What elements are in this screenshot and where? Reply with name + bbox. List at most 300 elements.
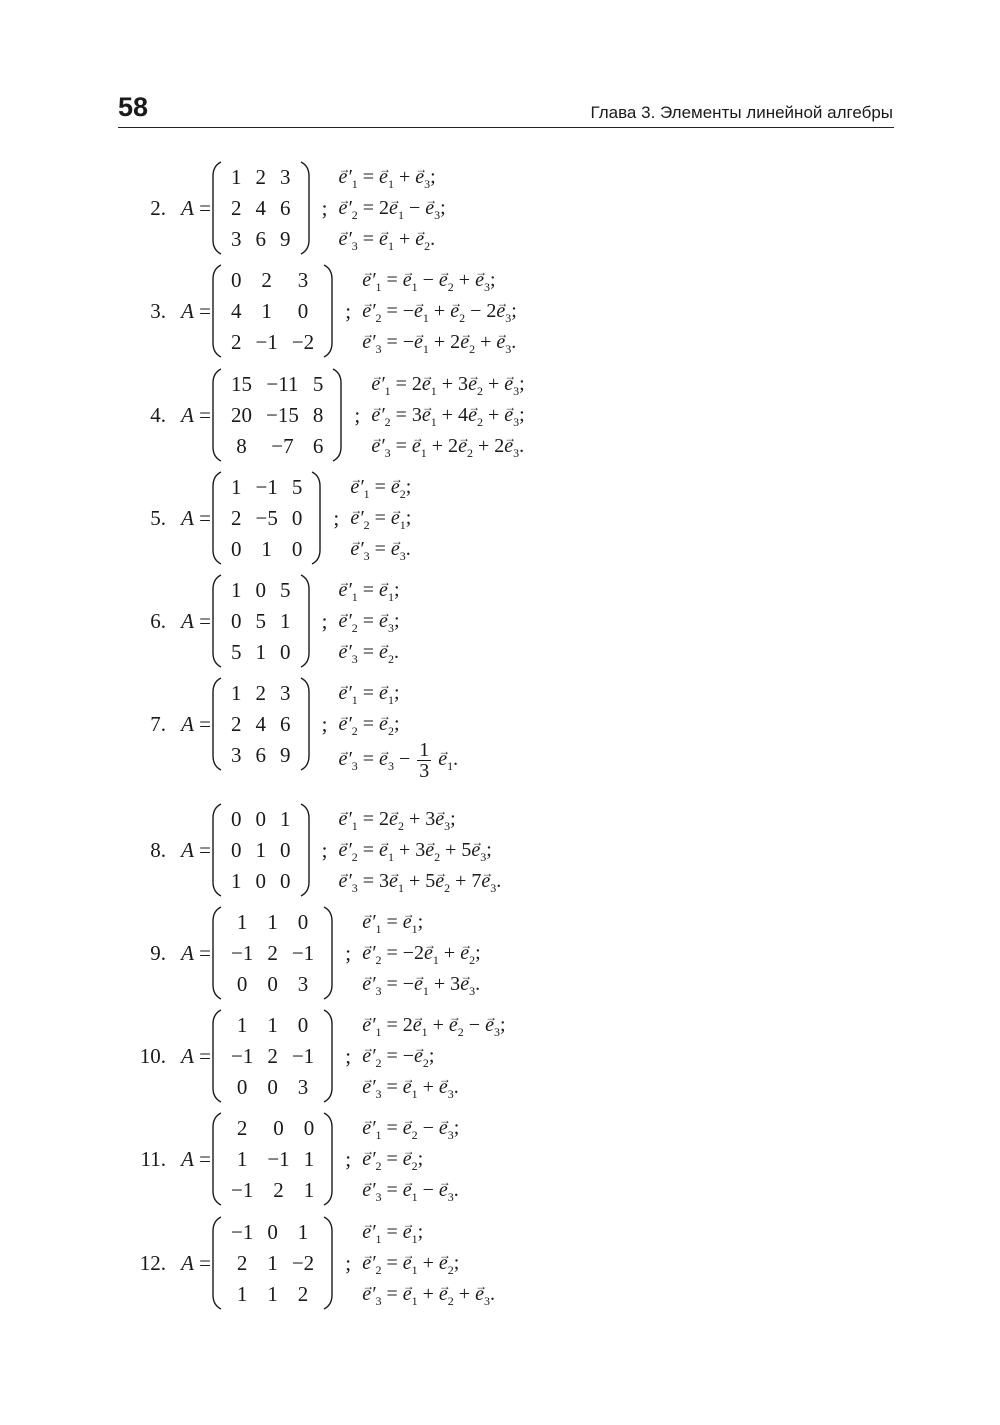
basis-vector: → $e'_3$ (350, 538, 369, 560)
equation: → $e'_1 = 2\to e_1$ + → $e_2$ − → $e_3$; (362, 1010, 505, 1041)
matrix-cell: 1 (280, 806, 291, 831)
equation: → $e'_3$ = → $e_1$ + → $e_2$ + → $e_3$. (362, 1279, 495, 1310)
matrix-cell: 3 (280, 164, 291, 189)
matrix-cell: 4 (255, 711, 266, 736)
matrix-cell: 0 (255, 806, 266, 831)
matrix-cell: 5 (255, 608, 266, 633)
matrix-cell: 1 (236, 1146, 248, 1171)
basis-vector: → $e'_1$ (371, 373, 390, 395)
basis-vector: → $e_2$ (460, 942, 475, 964)
basis-vector: → $e_1$ (379, 228, 394, 250)
equation: → $e'_2$ = → $e_1 + 3\to e_2 + 5\to e_3$; (339, 835, 502, 866)
matrix-cell: 0 (231, 267, 242, 292)
matrix-cell: 2 (267, 940, 278, 965)
matrix-cell: 5 (291, 474, 303, 499)
matrix (211, 1111, 334, 1207)
basis-equations (362, 907, 480, 1000)
right-paren (322, 1008, 334, 1104)
matrix-cell: 0 (267, 971, 278, 996)
problem-item (110, 905, 481, 1001)
matrix-label: A = (181, 402, 211, 427)
matrix-cell: 1 (236, 909, 248, 934)
matrix-cell: 0 (273, 1115, 284, 1140)
matrix-cell: 0 (231, 806, 242, 831)
matrix (211, 1008, 334, 1104)
matrix-cell: 2 (255, 164, 266, 189)
basis-vector: → $e_3$ (439, 1076, 454, 1098)
matrix-cell: 2 (236, 1115, 248, 1140)
matrix-cell: 2 (255, 680, 266, 705)
basis-vector: → $e_1$ (414, 973, 429, 995)
matrix-cell: 3 (297, 971, 309, 996)
basis-equations (362, 265, 517, 358)
matrix-cell: 1 (261, 536, 272, 561)
basis-vector: → $e_1$ (389, 197, 404, 219)
equation: → $e'_3$ = → $e_1$ + → $e_2$. (339, 224, 446, 255)
matrix-cell: 1 (231, 680, 242, 705)
basis-vector: → $e'_2$ (339, 713, 358, 735)
problem-item (110, 470, 411, 566)
matrix-cell: 9 (280, 226, 291, 251)
basis-equations (362, 1113, 459, 1206)
basis-vector: → $e_3$ (504, 435, 519, 457)
problem-number: 4. (150, 402, 166, 427)
matrix-cell: −2 (291, 1250, 315, 1275)
left-paren (211, 367, 223, 463)
basis-vector: → $e_2$ (450, 300, 465, 322)
matrix-cell: 0 (267, 1219, 278, 1244)
problem-item (110, 573, 400, 669)
basis-vector: → $e_1$ (414, 331, 429, 353)
matrix-cell: 3 (297, 267, 309, 292)
basis-vector: → $e_1$ (403, 1252, 418, 1274)
basis-vector: → $e_2$ (403, 1148, 418, 1170)
matrix-cell: 5 (231, 639, 242, 664)
basis-vector: → $e_2$ (439, 1283, 454, 1305)
matrix-cell: 2 (231, 195, 242, 220)
basis-vector: → $e_3$ (379, 610, 394, 632)
matrix-cell: 3 (297, 1074, 309, 1099)
matrix-cell: 15 (231, 371, 252, 396)
right-paren (299, 573, 311, 669)
basis-vector: → $e_1$ (403, 1283, 418, 1305)
basis-vector: → $e_1$ (403, 911, 418, 933)
basis-vector: → $e'_1$ (339, 682, 358, 704)
matrix-cell: 1 (231, 164, 242, 189)
matrix-cell: 0 (297, 909, 309, 934)
basis-vector: → $e'_3$ (339, 641, 358, 663)
right-paren (310, 470, 322, 566)
matrix-label: A = (181, 837, 211, 862)
left-paren (211, 1215, 223, 1311)
fraction: $\frac{1}{3}$ (419, 738, 430, 782)
matrix-cell: 0 (236, 1074, 248, 1099)
matrix-cell: 1 (236, 1012, 248, 1037)
basis-vector: → $e_2$ (435, 870, 450, 892)
semicolon: ; (321, 837, 328, 862)
matrix (211, 367, 343, 463)
equation: → $e'_3$ = → $e_2$. (339, 637, 400, 668)
matrix-cell: 0 (291, 505, 303, 530)
right-paren (322, 1111, 334, 1207)
semicolon: ; (333, 505, 340, 530)
matrix-cell: −1 (231, 940, 254, 965)
problem-number: 10. (139, 1043, 166, 1068)
basis-vector: → $e_2$ (460, 331, 475, 353)
left-paren (211, 676, 223, 772)
matrix (211, 573, 311, 669)
matrix-cell: −15 (266, 402, 299, 427)
semicolon: ; (345, 1250, 352, 1275)
equation: → $e'_1$ = → $e_2$ − → $e_3$; (362, 1113, 459, 1144)
basis-vector: → $e_2$ (415, 228, 430, 250)
basis-vector: → $e_2$ (379, 713, 394, 735)
problem-number: 2. (150, 195, 166, 220)
left-paren (211, 1111, 223, 1207)
basis-vector: → $e_3$ (475, 269, 490, 291)
basis-vector: → $e'_3$ (339, 228, 358, 250)
problem-item (110, 802, 501, 898)
right-paren (322, 905, 334, 1001)
basis-vector: → $e_2$ (449, 1014, 464, 1036)
matrix-cell: 2 (267, 1043, 278, 1068)
basis-vector: → $e_3$ (471, 839, 486, 861)
basis-vector: → $e_3$ (481, 870, 496, 892)
matrix-cell: 20 (231, 402, 252, 427)
basis-vector: → $e_1$ (438, 748, 453, 770)
matrix (211, 263, 334, 359)
matrix-cell: −7 (271, 433, 294, 458)
problem-number: 7. (150, 711, 166, 736)
matrix-cell: 1 (231, 868, 242, 893)
basis-vector: → $e_2$ (439, 269, 454, 291)
basis-vector: → $e_3$ (496, 300, 511, 322)
equation: → $e'_2$ = −→ $e_1$ + → $e_2 - 2\to e_3$; (362, 296, 517, 327)
equation: → $e'_1$ = → $e_1$; (339, 575, 400, 606)
basis-vector: → $e_1$ (403, 1221, 418, 1243)
basis-vector: → $e_3$ (435, 808, 450, 830)
basis-vector: → $e_1$ (379, 579, 394, 601)
basis-equations (362, 1010, 505, 1103)
basis-vector: → $e_1$ (414, 300, 429, 322)
right-paren (299, 160, 311, 256)
matrix-cell: 3 (231, 226, 242, 251)
basis-equations (350, 472, 411, 565)
left-paren (211, 905, 223, 1001)
matrix-cell: 1 (255, 639, 266, 664)
problem-item (110, 1008, 506, 1104)
problem-number: 3. (150, 298, 166, 323)
equation: → $e'_2 = 3\to e_1 + 4\to e_2$ + → $e_3$; (371, 400, 524, 431)
matrix-cell: −1 (231, 1177, 254, 1202)
right-paren (322, 1215, 334, 1311)
matrix-cell: 1 (267, 909, 278, 934)
matrix-cell: 0 (255, 577, 266, 602)
matrix-cell: −11 (266, 371, 299, 396)
matrix-cell: −1 (291, 940, 315, 965)
basis-vector: → $e_3$ (415, 166, 430, 188)
basis-vector: → $e'_1$ (339, 808, 358, 830)
left-paren (211, 1008, 223, 1104)
matrix-cell: −2 (291, 329, 315, 354)
matrix-cell: 0 (297, 298, 309, 323)
matrix-cell: 9 (280, 742, 291, 767)
left-paren (211, 263, 223, 359)
header-rule (118, 127, 894, 128)
basis-vector: → $e_1$ (379, 839, 394, 861)
matrix-cell: 5 (280, 577, 291, 602)
matrix-cell: 6 (255, 226, 266, 251)
matrix-cell: 0 (231, 536, 242, 561)
matrix-label: A = (181, 505, 211, 530)
basis-vector: → $e'_2$ (339, 839, 358, 861)
equation: → $e'_3$ = −→ $e_1 + 3\to e_3$. (362, 969, 480, 1000)
left-paren (211, 573, 223, 669)
basis-vector: → $e'_3$ (362, 331, 381, 353)
basis-vector: → $e'_2$ (362, 942, 381, 964)
equation: → $e'_3$ = → $e_1 + 2\to e_2 + 2\to e_3$. (371, 431, 524, 462)
matrix-cell: 0 (255, 868, 266, 893)
problem-item (110, 160, 446, 256)
equation: → $e'_1$ = → $e_1$; (362, 1217, 495, 1248)
basis-vector: → $e'_3$ (362, 1076, 381, 1098)
basis-vector: → $e'_3$ (362, 1283, 381, 1305)
semicolon: ; (345, 1146, 352, 1171)
basis-vector: → $e_3$ (475, 1283, 490, 1305)
basis-vector: → $e_2$ (391, 476, 406, 498)
equation: → $e'_3$ = → $e_1$ + → $e_3$. (362, 1072, 505, 1103)
basis-vector: → $e'_1$ (362, 1117, 381, 1139)
matrix-cell: 0 (291, 536, 303, 561)
matrix-cell: −1 (267, 1146, 290, 1171)
basis-vector: → $e_3$ (439, 1117, 454, 1139)
problem-item (110, 1215, 495, 1311)
matrix-cell: −1 (291, 1043, 315, 1068)
equation: → $e'_1$ = → $e_1$ + → $e_3$; (339, 162, 446, 193)
right-paren (299, 802, 311, 898)
semicolon: ; (345, 940, 352, 965)
matrix-cell: 0 (231, 837, 242, 862)
basis-vector: → $e_2$ (425, 839, 440, 861)
matrix-cell: 6 (312, 433, 324, 458)
equation: → $e'_2 = 2\to e_1$ − → $e_3$; (339, 193, 446, 224)
equation: → $e'_1$ = → $e_1$; (362, 907, 480, 938)
basis-vector: → $e_3$ (504, 404, 519, 426)
basis-vector: → $e_3$ (485, 1014, 500, 1036)
matrix-cell: 2 (273, 1177, 284, 1202)
matrix-cell: 0 (280, 868, 291, 893)
matrix-cell: −1 (231, 1043, 254, 1068)
left-paren (211, 470, 223, 566)
basis-vector: → $e'_3$ (371, 435, 390, 457)
basis-vector: → $e_2$ (439, 1252, 454, 1274)
problem-number: 6. (150, 608, 166, 633)
matrix-cell: 1 (231, 577, 242, 602)
basis-vector: → $e_3$ (391, 538, 406, 560)
basis-vector: → $e_1$ (412, 435, 427, 457)
matrix-cell: 4 (231, 298, 242, 323)
matrix-cell: 1 (280, 608, 291, 633)
basis-vector: → $e_3$ (504, 373, 519, 395)
right-paren (331, 367, 343, 463)
matrix-cell: 1 (255, 837, 266, 862)
basis-vector: → $e_1$ (403, 1076, 418, 1098)
matrix-cell: 1 (297, 1219, 309, 1244)
basis-vector: → $e_2$ (458, 435, 473, 457)
basis-vector: → $e_1$ (389, 870, 404, 892)
basis-vector: → $e'_1$ (339, 166, 358, 188)
left-paren (211, 160, 223, 256)
basis-vector: → $e'_3$ (339, 870, 358, 892)
problem-item (110, 1111, 459, 1207)
page-number: 58 (118, 92, 149, 122)
left-paren (211, 802, 223, 898)
matrix-cell: 1 (267, 1012, 278, 1037)
matrix-cell: 1 (261, 298, 272, 323)
basis-vector: → $e'_2$ (339, 197, 358, 219)
problem-number: 9. (150, 940, 166, 965)
equation: → $e'_3$ = → $e_3$ − $\frac{1}{3}$ → $e_1$. (339, 740, 459, 771)
matrix (211, 160, 311, 256)
equation: → $e'_2$ = −→ $e_2$; (362, 1041, 505, 1072)
equation: → $e'_3$ = → $e_3$. (350, 534, 411, 565)
basis-equations (338, 678, 459, 782)
matrix (211, 802, 311, 898)
basis-vector: → $e'_3$ (339, 748, 358, 770)
problem-item (110, 367, 525, 463)
problem-number: 12. (139, 1250, 166, 1275)
matrix-cell: 0 (280, 639, 291, 664)
matrix (211, 676, 311, 772)
matrix-cell: 0 (231, 608, 242, 633)
equation: → $e'_3$ = → $e_1$ − → $e_3$. (362, 1175, 459, 1206)
matrix-cell: 0 (236, 971, 248, 996)
basis-vector: → $e'_2$ (371, 404, 390, 426)
basis-vector: → $e_3$ (460, 973, 475, 995)
equation: → $e'_1$ = → $e_1$ − → $e_2$ + → $e_3$; (362, 265, 517, 296)
basis-vector: → $e_1$ (403, 269, 418, 291)
matrix-label: A = (181, 195, 211, 220)
matrix-cell: 2 (231, 711, 242, 736)
matrix-cell: 1 (303, 1177, 315, 1202)
matrix-cell: 4 (255, 195, 266, 220)
basis-equations (339, 804, 502, 897)
semicolon: ; (321, 608, 328, 633)
matrix (211, 905, 334, 1001)
matrix-cell: 8 (312, 402, 324, 427)
equation: → $e'_2$ = → $e_2$; (339, 709, 459, 740)
basis-vector: → $e_3$ (439, 1179, 454, 1201)
matrix-label: A = (181, 608, 211, 633)
basis-vector: → $e_2$ (468, 404, 483, 426)
equation: → $e'_1$ = → $e_1$; (339, 678, 459, 709)
problem-item (110, 263, 517, 359)
basis-vector: → $e'_2$ (362, 1148, 381, 1170)
basis-vector: → $e_1$ (391, 507, 406, 529)
matrix-cell: 2 (297, 1281, 309, 1306)
matrix-cell: −1 (255, 329, 278, 354)
matrix-cell: 8 (236, 433, 247, 458)
matrix-cell: 5 (312, 371, 324, 396)
basis-vector: → $e_3$ (425, 197, 440, 219)
matrix-cell: 0 (280, 837, 291, 862)
basis-vector: → $e_1$ (403, 1179, 418, 1201)
equation: → $e'_3 = 3\to e_1 + 5\to e_2 + 7\to e_3$. (339, 866, 502, 897)
basis-vector: → $e_1$ (379, 166, 394, 188)
basis-vector: → $e_2$ (403, 1117, 418, 1139)
matrix-label: A = (181, 1146, 211, 1171)
basis-vector: → $e'_1$ (350, 476, 369, 498)
matrix-cell: −1 (255, 474, 278, 499)
basis-equations (339, 575, 400, 668)
equation: → $e'_1$ = → $e_2$; (350, 472, 411, 503)
matrix-cell: 3 (231, 742, 242, 767)
matrix-cell: 0 (297, 1012, 309, 1037)
basis-vector: → $e'_1$ (339, 579, 358, 601)
semicolon: ; (345, 298, 352, 323)
basis-equations (371, 369, 524, 462)
equation: → $e'_2 = -2\to e_1$ + → $e_2$; (362, 938, 480, 969)
matrix-cell: 2 (231, 329, 242, 354)
matrix-label: A = (181, 1250, 211, 1275)
matrix-cell: 1 (267, 1281, 278, 1306)
equation: → $e'_2$ = → $e_2$; (362, 1144, 459, 1175)
equation: → $e'_2$ = → $e_1$ + → $e_2$; (362, 1248, 495, 1279)
equation: → $e'_1 = 2\to e_1 + 3\to e_2$ + → $e_3$; (371, 369, 524, 400)
matrix-cell: 1 (267, 1250, 278, 1275)
basis-vector: → $e'_3$ (362, 973, 381, 995)
basis-vector: → $e_1$ (422, 373, 437, 395)
matrix-cell: 1 (303, 1146, 315, 1171)
basis-vector: → $e'_2$ (339, 610, 358, 632)
basis-vector: → $e'_1$ (362, 269, 381, 291)
basis-vector: → $e'_2$ (362, 300, 381, 322)
matrix (211, 470, 322, 566)
problem-number: 11. (140, 1146, 166, 1171)
basis-equations (339, 162, 446, 255)
basis-equations (362, 1217, 495, 1310)
matrix-cell: 0 (267, 1074, 278, 1099)
equation: → $e'_3$ = −→ $e_1 + 2\to e_2$ + → $e_3$. (362, 327, 517, 358)
basis-vector: → $e'_2$ (350, 507, 369, 529)
chapter-title: Глава 3. Элементы линейной алгебры (590, 103, 893, 122)
equation: → $e'_1 = 2\to e_2 + 3\to e_3$; (339, 804, 502, 835)
basis-vector: → $e'_1$ (362, 1221, 381, 1243)
basis-vector: → $e'_2$ (362, 1045, 381, 1067)
basis-vector: → $e_1$ (413, 1014, 428, 1036)
basis-vector: → $e_2$ (379, 641, 394, 663)
matrix (211, 1215, 334, 1311)
matrix-cell: 1 (236, 1281, 248, 1306)
basis-vector: → $e_1$ (379, 682, 394, 704)
matrix-cell: −5 (255, 505, 278, 530)
basis-vector: → $e'_1$ (362, 911, 381, 933)
problem-number: 8. (150, 837, 166, 862)
right-paren (322, 263, 334, 359)
basis-vector: → $e'_3$ (362, 1179, 381, 1201)
equation: → $e'_2$ = → $e_3$; (339, 606, 400, 637)
basis-vector: → $e_1$ (424, 942, 439, 964)
matrix-cell: 6 (280, 195, 291, 220)
matrix-cell: 1 (231, 474, 242, 499)
semicolon: ; (321, 711, 328, 736)
matrix-cell: −1 (231, 1219, 254, 1244)
right-paren (299, 676, 311, 772)
matrix-cell: 2 (231, 505, 242, 530)
basis-vector: → $e_1$ (422, 404, 437, 426)
semicolon: ; (354, 402, 361, 427)
matrix-cell: 0 (303, 1115, 315, 1140)
